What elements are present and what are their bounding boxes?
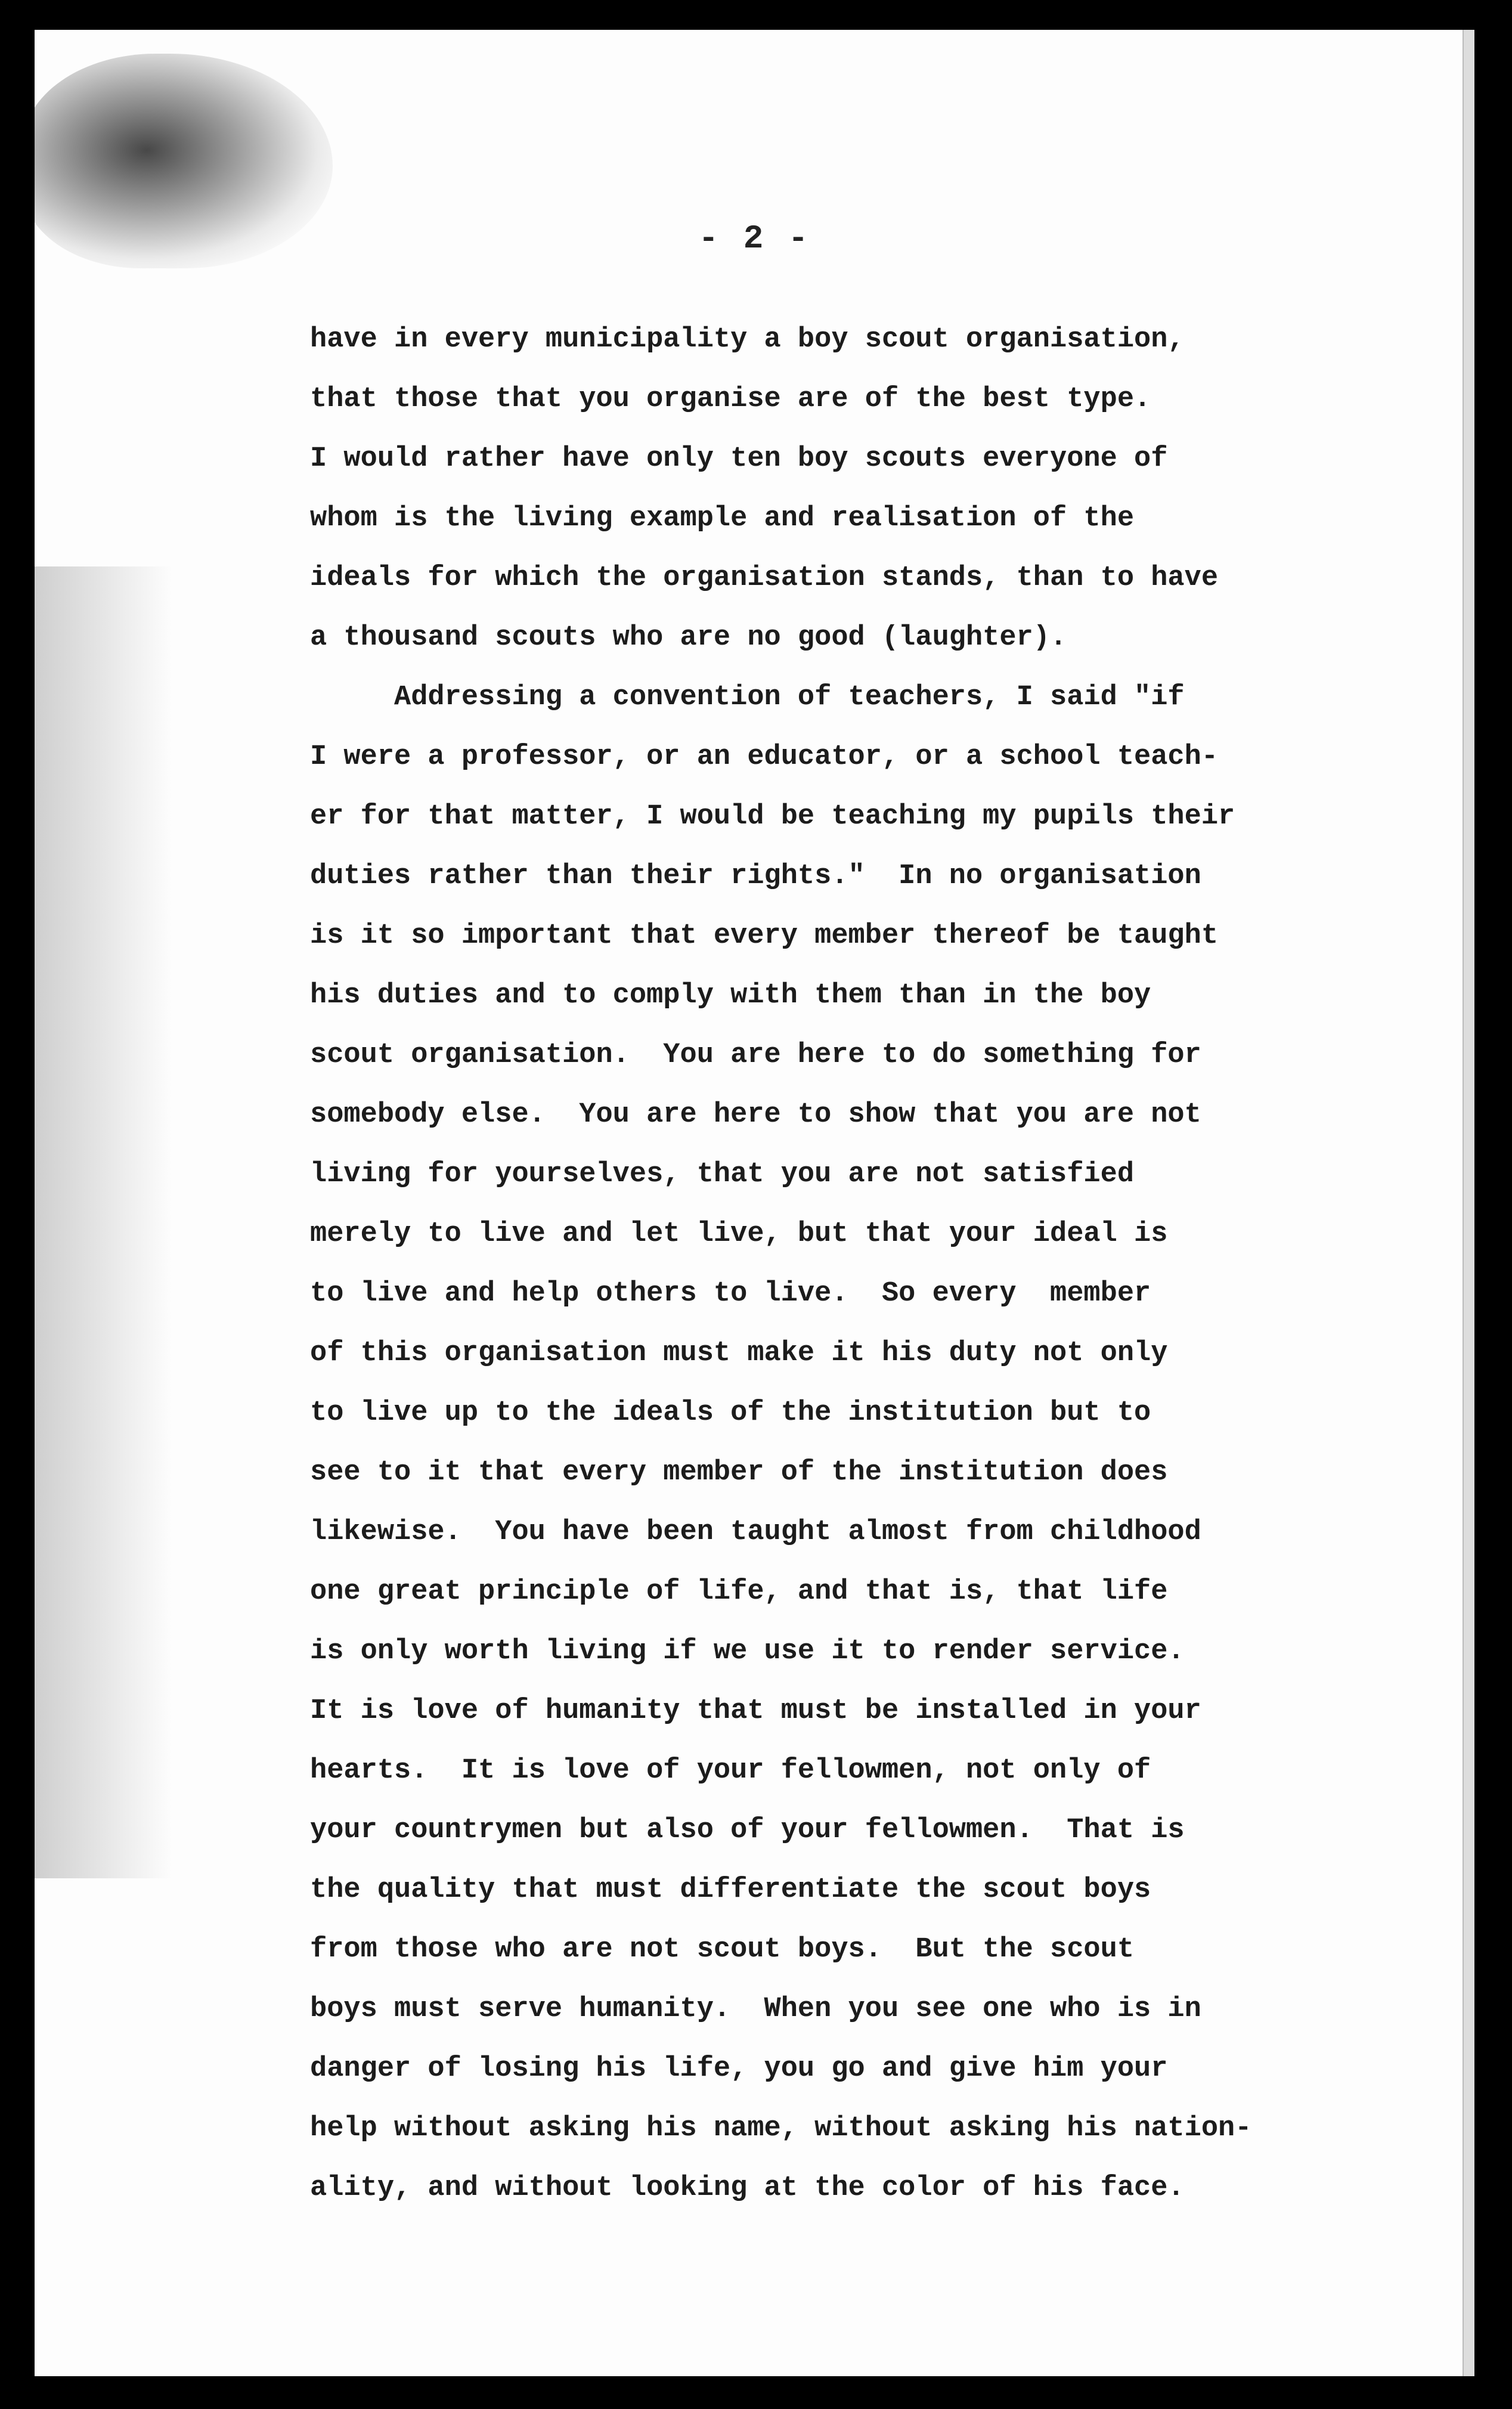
text-line: er for that matter, I would be teaching my pupils their	[310, 801, 1235, 832]
text-line: ality, and without looking at the color of his face.	[310, 2172, 1185, 2204]
text-line: Addressing a convention of teachers, I said "if	[310, 682, 1185, 713]
text-line: one great principle of life, and that is, that life	[310, 1576, 1168, 1608]
text-line: have in every municipality a boy scout organisation,	[310, 324, 1185, 355]
text-line: scout organisation. You are here to do something for	[310, 1039, 1201, 1071]
text-line: to live up to the ideals of the institution but to	[310, 1397, 1151, 1429]
text-line: ideals for which the organisation stands, than to have	[310, 562, 1219, 594]
text-line: of this organisation must make it his duty not only	[310, 1337, 1168, 1369]
body-text	[310, 310, 1395, 2218]
text-line: from those who are not scout boys. But the scout	[310, 1934, 1135, 1965]
text-line: his duties and to comply with them than in the boy	[310, 980, 1151, 1011]
text-line: merely to live and let live, but that your ideal is	[310, 1218, 1168, 1250]
text-line: boys must serve humanity. When you see one who is in	[310, 1993, 1201, 2025]
text-line: hearts. It is love of your fellowmen, not only of	[310, 1755, 1151, 1786]
text-line: danger of losing his life, you go and give him your	[310, 2053, 1168, 2085]
text-line: to live and help others to live. So every member	[310, 1278, 1151, 1309]
document-page	[35, 30, 1474, 2376]
text-line: is it so important that every member thereof be taught	[310, 920, 1219, 952]
text-line: It is love of humanity that must be installed in your	[310, 1695, 1201, 1727]
page-number: - 2 -	[698, 219, 811, 258]
text-line: likewise. You have been taught almost from childhood	[310, 1516, 1201, 1548]
text-line: duties rather than their rights." In no organisation	[310, 860, 1201, 892]
text-line: a thousand scouts who are no good (laughter).	[310, 622, 1067, 654]
edge-smudge	[35, 566, 172, 1878]
text-line: that those that you organise are of the best type.	[310, 383, 1151, 415]
text-line: see to it that every member of the institution does	[310, 1457, 1168, 1488]
text-line: whom is the living example and realisation of the	[310, 503, 1135, 534]
text-line: somebody else. You are here to show that you are not	[310, 1099, 1201, 1131]
text-line: I were a professor, or an educator, or a school teach-	[310, 741, 1219, 773]
text-line: help without asking his name, without asking his nation-	[310, 2113, 1252, 2144]
text-line: I would rather have only ten boy scouts everyone of	[310, 443, 1168, 475]
page-edge	[1463, 30, 1474, 2376]
text-line: your countrymen but also of your fellowmen. That is	[310, 1815, 1185, 1846]
text-line: living for yourselves, that you are not satisfied	[310, 1159, 1135, 1190]
text-line: is only worth living if we use it to render service.	[310, 1636, 1185, 1667]
text-line: the quality that must differentiate the scout boys	[310, 1874, 1151, 1906]
